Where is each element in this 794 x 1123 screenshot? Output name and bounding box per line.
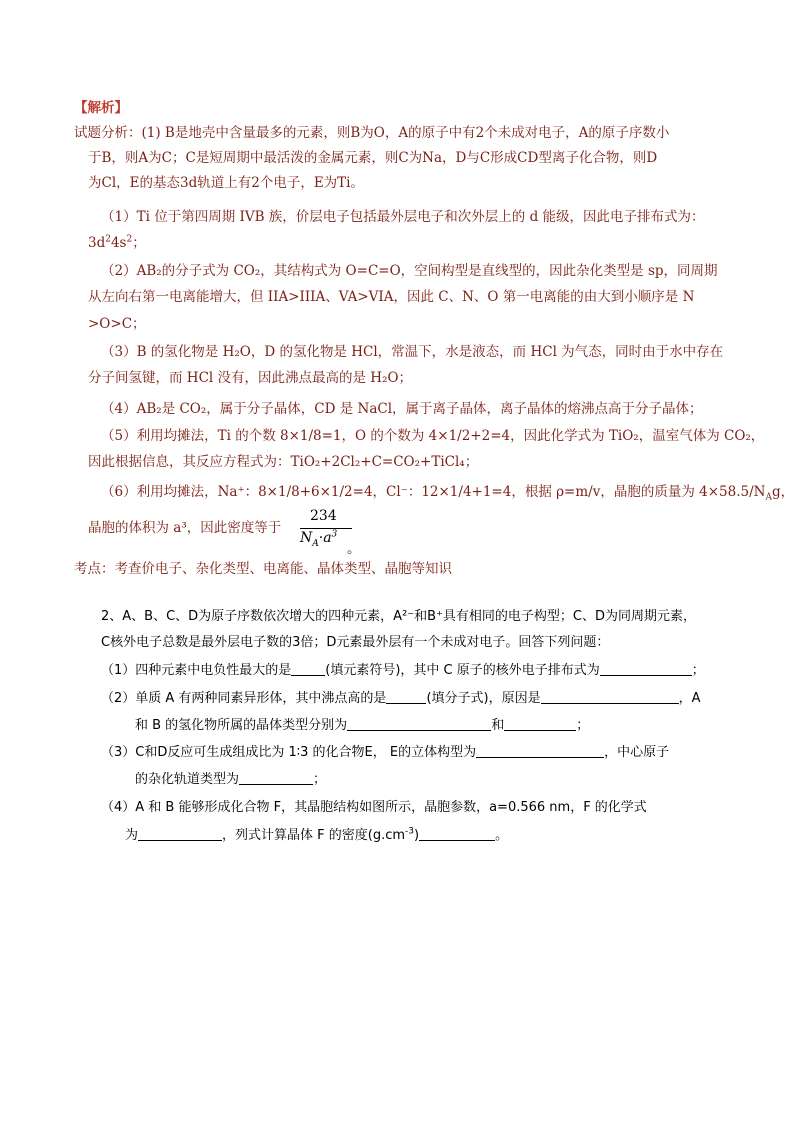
fraction-denominator: $N_A\cdot a^3$ [300,529,338,549]
question-part-3b: 的杂化轨道类型为 ； [135,772,327,787]
analysis-line-11: （4）AB₂是 CO₂，属于分子晶体，CD 是 NaCl，属于离子晶体，离子晶体的熔沸点高于分子晶体； [101,401,703,417]
question-part-1: （1）四种元素中电负性最大的是 (填元素符号)，其中 C 原子的核外电子排布式为 ； [101,663,705,678]
analysis-line-8: >O>C； [88,316,146,332]
analysis-line-4: （1）Ti 位于第四周期 IVB 族，价层电子包括最外层电子和次外层上的 d 能级，因此电子排布式为： [101,209,705,225]
answer-blank-10[interactable] [419,826,495,841]
analysis-line-14: （6）利用均摊法，Na⁺：8×1/8+6×1/2=4，Cl⁻：12×1/4+1=4，根据 ρ=m/v，晶胞的质量为 $4\times 58.5/N_Ag$， [101,484,794,503]
analysis-line-5: $3d^24s^2$； [88,234,146,251]
question-intro-1: 2、A、B、C、D为原子序数依次增大的四种元素，A²⁻和B⁺具有相同的电子构型；C、D为同周期元素， [101,609,697,624]
question-part-4b: 为 ，列式计算晶体 F 的密度$(g.cm^{-3})$ 。 [125,826,509,843]
analysis-line-6: （2）AB₂的分子式为 CO₂，其结构式为 O=C=O，空间构型是直线型的，因此杂化类型是 sp，同周期 [101,263,718,279]
answer-blank-4[interactable] [541,689,679,704]
analysis-line-1: 试题分析：(1) B是地壳中含量最多的元素，则B为O，A的原子中有2个未成对电子，A的原子序数小 [74,125,670,141]
answer-blank-3[interactable] [386,689,426,704]
analysis-line-15: 晶胞的体积为 a³，因此密度等于 [88,520,282,536]
answer-blank-8[interactable] [239,770,313,785]
question-part-4: （4）A 和 B 能够形成化合物 F，其晶胞结构如图所示，晶胞参数，a=0.566 nm，F 的化学式 [101,800,647,815]
analysis-line-12: （5）利用均摊法，Ti 的个数 8×1/8=1，O 的个数为 4×1/2+2=4，因此化学式为 TiO₂，温室气体为 CO₂， [101,428,765,444]
analysis-header: 【解析】 [74,100,128,116]
answer-blank-9[interactable] [138,826,222,841]
fraction-bar [300,528,352,529]
analysis-kaodian: 考点：考查价电子、杂化类型、电离能、晶体类型、晶胞等知识 [74,561,452,577]
analysis-line-9: （3）B 的氢化物是 H₂O，D 的氢化物是 HCl，常温下，水是液态，而 HCl 为气态，同时由于水中存在 [101,344,724,360]
analysis-line-7: 从左向右第一电离能增大，但 IIA>IIIA、VA>VIA，因此 C、N、O 第一电离能的由大到小顺序是 N [88,289,695,305]
analysis-line-13: 因此根据信息，其反应方程式为：TiO₂+2Cl₂+C=CO₂+TiCl₄； [88,454,479,470]
answer-blank-1[interactable] [291,661,325,676]
question-part-3: （3）C和D反应可生成组成比为 1∶3 的化合物E， E的立体构型为 ，中心原子 [101,745,670,760]
analysis-line-3: 为Cl，E的基态3d轨道上有2个电子，E为Ti。 [88,175,364,191]
answer-blank-7[interactable] [476,743,604,758]
answer-blank-5[interactable] [347,716,491,731]
answer-blank-6[interactable] [504,716,576,731]
fraction-numerator: 234 [310,508,337,524]
question-part-2: （2）单质 A 有两种同素异形体，其中沸点高的是 (填分子式)，原因是 ，A [101,691,701,706]
answer-blank-2[interactable] [600,661,692,676]
analysis-line-10: 分子间氢键，而 HCl 没有，因此沸点最高的是 H₂O； [88,370,413,386]
fraction-end: 。 [347,541,361,557]
analysis-line-2: 于B，则A为C；C是短周期中最活泼的金属元素，则C为Na，D与C形成CD型离子化合物，则D [88,150,658,166]
question-intro-2: C核外电子总数是最外层电子数的3倍；D元素最外层有一个未成对电子。回答下列问题： [101,635,610,650]
question-part-2b: 和 B 的氢化物所属的晶体类型分别为 和 ； [135,718,590,733]
